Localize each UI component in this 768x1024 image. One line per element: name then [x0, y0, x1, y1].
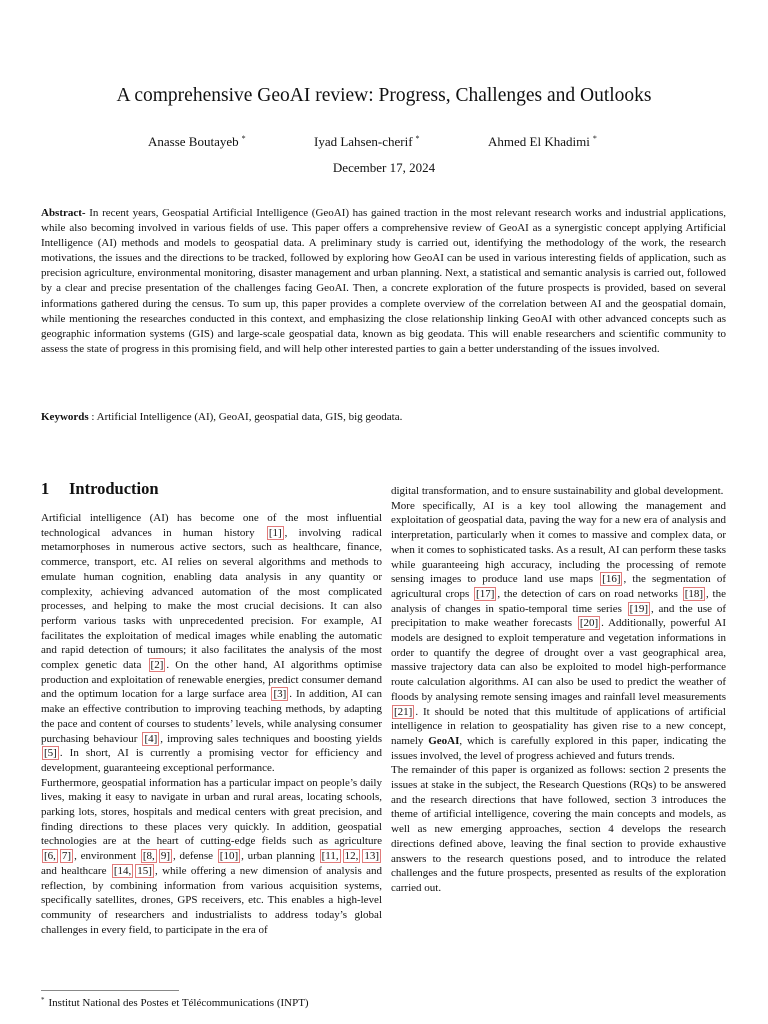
footnote-divider	[41, 990, 179, 991]
citation-link[interactable]: [5]	[44, 747, 57, 760]
section-heading-introduction	[41, 478, 159, 500]
citation-link[interactable]: 7]	[61, 850, 72, 863]
abstract-text: In recent years, Geospatial Artificial Intelligence (GeoAI) has gained traction in the most relevant research works and industrial applications, while also becoming involved in various fields of use. This paper offers a comprehensive review of GeoAI as a synergistic concept applying Artificial Intelligence (AI) methods and models to geospatial data. A preliminary study is carried out, identifying the methodology of the work, the research motivations, the issues and the directions to be tracked, followed by exploring how GeoAI can be used in various interesting fields of application, such as precision agriculture, environmental monitoring, disaster management and urban planning. Next, a statistical and semantic analysis is carried out, followed by a clear and precise presentation of the challenges facing GeoAI. Then, a concrete exploration of the future prospects is provided, based on several informations gathered during the census. To sum up, this paper provides a complete overview of the correlation between AI and the geospatial domain, while mentioning the researches conducted in this context, and emphasizing the close relationship linking GeoAI with other advanced concepts such as geographic information systems (GIS) and large-scale geospatial data, known as big geodata. This will enable researchers and scientific community to assess the state of progress in this promising field, and will help other interested parties to gain a better understanding of the issues involved.	[41, 207, 727, 355]
citation-link[interactable]: 15]	[137, 864, 152, 877]
text-run: . Additionally, powerful AI models are designed to exploit temperature and vegetation informations in order to quantify the degree of drought over a vast geographical area, massive trajectory data can also be exploited to model high-performance route calculation algorithms. AI can also be used to predict the weather of floods by analysing remote sensing images and rainfall level measurements	[391, 617, 726, 703]
paper-title: A comprehensive GeoAI review: Progress, Challenges and Outlooks	[116, 85, 652, 106]
text-run: , the analysis of changes in spatio-temporal time series	[391, 587, 726, 615]
text-run: , the detection of cars on road networks	[497, 587, 682, 600]
text-run: , urban planning	[241, 850, 319, 863]
intro-paragraph-2-continued: digital transformation, and to ensure sustainability and global development.	[391, 485, 724, 497]
citation-link[interactable]: [2]	[150, 659, 164, 672]
author-name: Ahmed El Khadimi	[488, 134, 590, 149]
citation-link[interactable]: [18]	[684, 587, 704, 600]
affiliation-mark: *	[592, 134, 597, 143]
citation-link[interactable]: [10]	[219, 850, 239, 863]
citation-link[interactable]: [19]	[629, 602, 648, 615]
text-run: , the segmentation of agricultural crops	[391, 573, 726, 600]
text-run: . It should be noted that this multitude of applications of artificial intelligence in relation to geospatiality has given rise to a new concept, namely	[391, 705, 726, 747]
geoai-term: GeoAI	[428, 734, 460, 747]
keywords-text: : Artificial Intelligence (AI), GeoAI, geospatial data, GIS, big geodata.	[91, 411, 403, 423]
citation-link[interactable]: [17]	[476, 587, 495, 600]
author-name: Anasse Boutayeb	[148, 134, 239, 149]
keywords	[41, 410, 726, 425]
author-name: Iyad Lahsen-cherif	[314, 134, 413, 149]
left-column	[41, 511, 382, 937]
citation-link[interactable]: [21]	[394, 705, 413, 718]
text-run: , environment	[74, 850, 140, 863]
author-3	[488, 130, 597, 151]
affiliation-mark: *	[415, 134, 420, 143]
citation-link[interactable]: 9]	[160, 850, 170, 863]
citation-link[interactable]: [16]	[602, 573, 621, 586]
footnote-mark: *	[41, 996, 45, 1004]
citation-link[interactable]: [1]	[268, 526, 282, 539]
author-2	[314, 130, 420, 151]
citation-link[interactable]: 13]	[364, 850, 379, 863]
text-run: . In short, AI is currently a promising vector for efficiency and development, guaranteeing exceptional performance.	[41, 747, 382, 774]
text-run: , defense	[172, 850, 217, 863]
citation-link[interactable]: [8,	[142, 850, 155, 863]
text-run: . On the other hand, AI algorithms optimise production and exploitation of renewable energies, predict consumer demand and the optimum location for a large surface area	[41, 659, 382, 701]
affiliation-mark: *	[241, 134, 246, 143]
publication-date: December 17, 2024	[332, 160, 436, 175]
intro-paragraph-1	[41, 511, 382, 776]
text-run: , which is carefully explored in this paper, indicating the issues involved, the level of progress achieved and futurs trends.	[391, 734, 726, 762]
citation-link[interactable]: [11,	[321, 850, 339, 863]
text-run: . In addition, AI can make an effective contribution to improving teaching methods, by adapting the pace and content of courses to students’ levels, while analysing consumer purchasing behaviour	[41, 688, 382, 745]
footnote	[41, 993, 309, 1010]
citation-link[interactable]: [4]	[144, 732, 158, 745]
abstract	[41, 206, 726, 357]
section-number: 1	[41, 479, 50, 498]
section-title: Introduction	[69, 479, 159, 498]
abstract-label: Abstract-	[41, 207, 86, 219]
keywords-label: Keywords	[41, 411, 89, 423]
text-run: and healthcare	[41, 864, 111, 877]
intro-paragraph-3	[391, 499, 726, 764]
text-run: , and the use of precipitation to make weather forecasts	[391, 602, 726, 630]
text-run: , while offering a new dimension of analysis and reflection, by combining information from various acquisition systems, specifically satellites, drones, GPS receivers, etc. This enables a high-level community of researchers and industrialists to address today’s global challenges in every field, to participate in the era of	[41, 864, 382, 936]
citation-link[interactable]: 12,	[344, 850, 359, 863]
text-run: More specifically, AI is a key tool allowing the management and exploitation of geospatial data, paving the way for a new era of analysis and interpretation, particularly when it comes to massive and complex data, or when it comes to sophisticated tasks. As a result, AI can perform these tasks while guaranteeing high accuracy, including the processing of remote sensing images to produce land use maps	[391, 499, 726, 586]
citation-link[interactable]: [3]	[273, 688, 287, 701]
citation-link[interactable]: [14,	[113, 864, 132, 877]
text-run: Furthermore, geospatial information has a particular impact on people’s daily lives, making it easy to navigate in urban and rural areas, locating schools, parking lots, stores, hospitals and medical centers with great precision, and finding directions to these places very quickly. In addition, geospatial technologies are at the heart of cutting-edge fields such as agriculture	[41, 776, 382, 848]
intro-paragraph-4: The remainder of this paper is organized as follows: section 2 presents the issues at stake in the subject, the Research Questions (RQs) to be answered and the research directions that have followed, section 3 introduces the theme of artificial intelligence, covering the main concepts and models, as well as new emerging approaches, section 4 develops the research directions defined above, leaving the final section to provide exhaustive answers to the research questions posed, and to introduce the related challenges and the future prospects, presented as results of the exploration carried out.	[391, 764, 726, 894]
right-column	[391, 484, 726, 896]
citation-link[interactable]: [6,	[44, 850, 56, 863]
text-run: Artificial intelligence (AI) has become one of the most influential technological advances in human history	[41, 512, 382, 539]
text-run: , involving radical metamorphoses in numerous active sectors, such as healthcare, finance, commerce, transport, etc. AI relies on several algorithms and methods to emulate human cognition, enabling data analysis in any quantity or complexity, achieving advanced automation of the most complicated processes, and helping to make the most crucial decisions. It can also perform various tasks with unprecedented precision. For example, AI facilitates the exploitation of medical images while enabling the automatic and rapid detection of tumours; it also facilitates the analysis of the most complex genetic data	[41, 526, 382, 672]
text-run: , improving sales techniques and boosting yields	[160, 732, 382, 745]
citation-link[interactable]: [20]	[579, 617, 599, 630]
intro-paragraph-2	[41, 776, 382, 938]
footnote-text: Institut National des Postes et Télécommunications (INPT)	[48, 997, 309, 1009]
author-1	[148, 130, 246, 151]
